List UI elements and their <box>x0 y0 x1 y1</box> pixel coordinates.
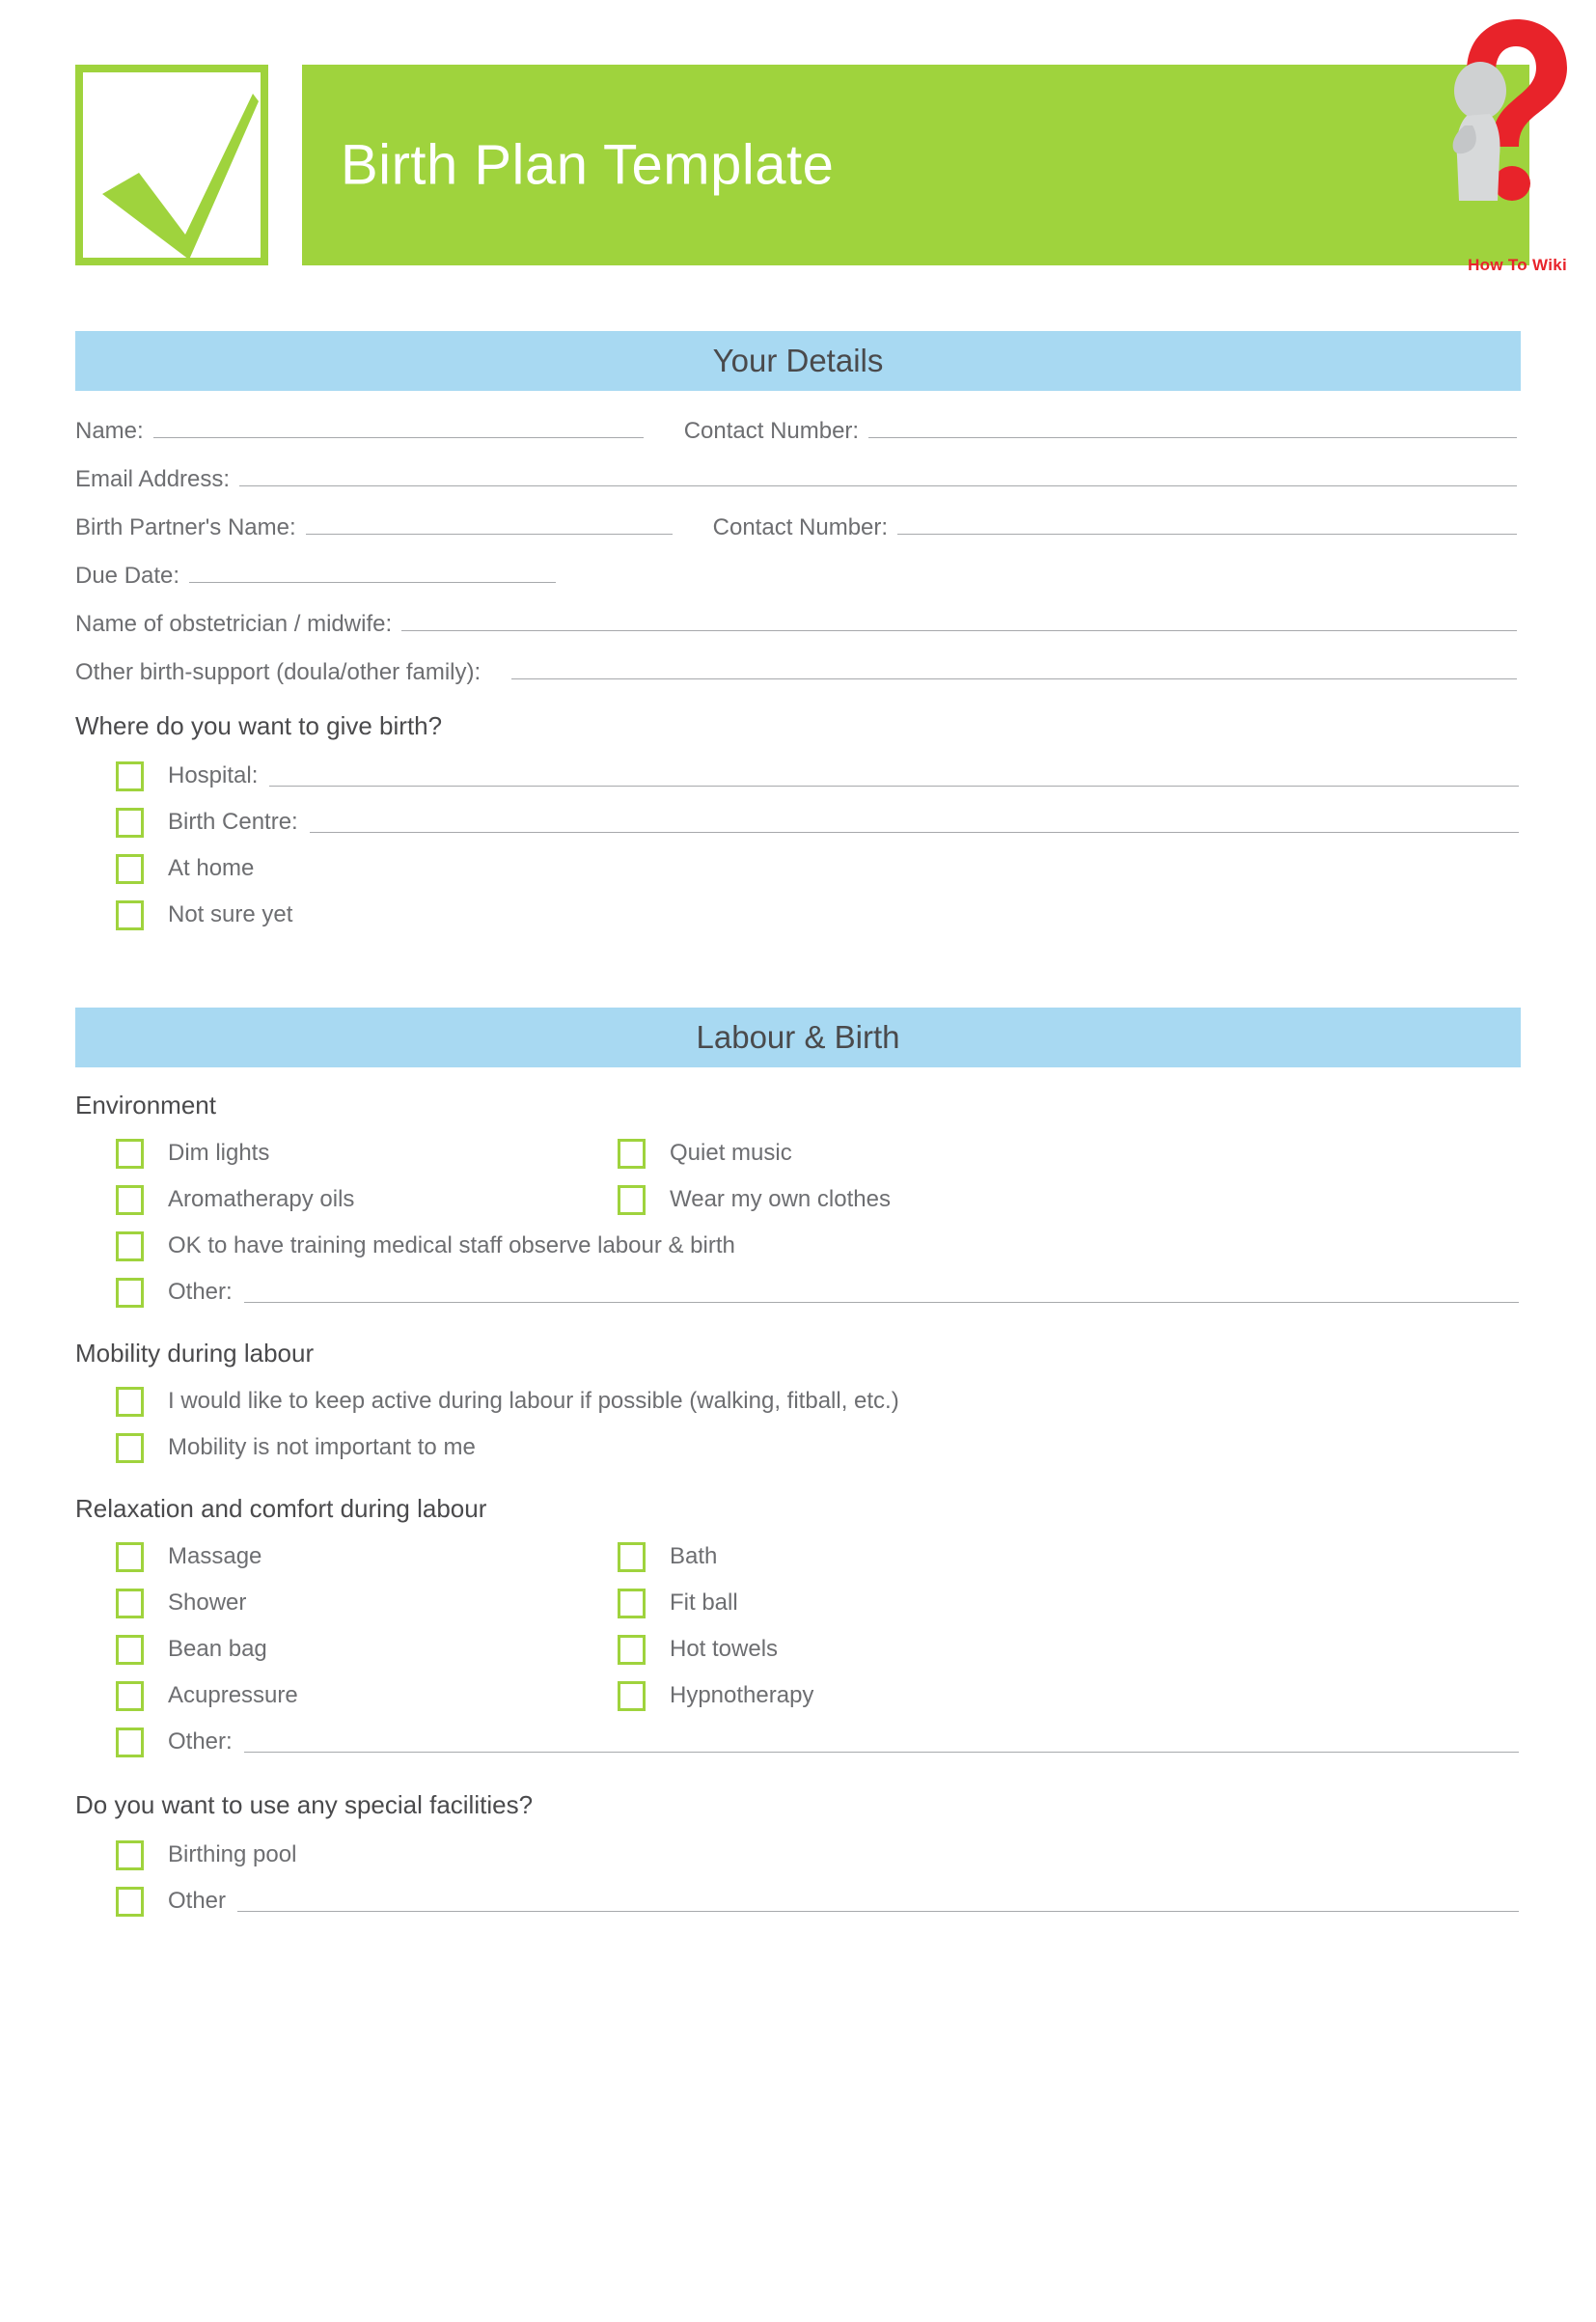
email-address-input[interactable] <box>239 464 1517 486</box>
page-title: Birth Plan Template <box>341 133 835 197</box>
label-wear-own-clothes: Wear my own clothes <box>670 1186 891 1212</box>
label-quiet-music: Quiet music <box>670 1140 792 1166</box>
birth-support-label: Other birth-support (doula/other family): <box>75 659 482 685</box>
label-birthing-pool: Birthing pool <box>168 1841 297 1867</box>
check-row-massage[interactable] <box>116 1534 618 1580</box>
checkbox-acupressure[interactable] <box>116 1681 144 1711</box>
label-at-home: At home <box>168 855 255 881</box>
field-row-email <box>75 464 1521 493</box>
checkbox-wear-own-clothes[interactable] <box>618 1185 646 1215</box>
checkbox-hypnotherapy[interactable] <box>618 1681 646 1711</box>
label-fit-ball: Fit ball <box>670 1589 738 1616</box>
checkbox-fit-ball[interactable] <box>618 1589 646 1618</box>
checkbox-quiet-music[interactable] <box>618 1139 646 1169</box>
email-address-label: Email Address: <box>75 466 231 492</box>
section-header-your-details: Your Details <box>75 331 1521 391</box>
label-aromatherapy-oils: Aromatherapy oils <box>168 1186 355 1212</box>
due-date-label: Due Date: <box>75 563 180 589</box>
checkbox-shower[interactable] <box>116 1589 144 1618</box>
check-row-acupressure[interactable] <box>116 1672 618 1719</box>
check-row-mobility-not-important[interactable] <box>116 1424 1521 1471</box>
checkbox-dim-lights[interactable] <box>116 1139 144 1169</box>
checkbox-birth-centre[interactable] <box>116 808 144 838</box>
checkbox-environment-other[interactable] <box>116 1278 144 1308</box>
checkmark-icon <box>96 80 261 263</box>
birth-partner-name-input[interactable] <box>306 512 673 535</box>
obstetrician-input[interactable] <box>401 609 1517 631</box>
partner-contact-number-input[interactable] <box>897 512 1517 535</box>
check-row-facilities-other[interactable] <box>116 1878 1521 1924</box>
relaxation-row-2 <box>116 1580 1521 1626</box>
relaxation-options <box>116 1534 1521 1765</box>
label-acupressure: Acupressure <box>168 1682 298 1708</box>
check-row-hospital[interactable] <box>116 753 1521 799</box>
label-facilities-other: Other <box>168 1888 227 1914</box>
check-row-not-sure-yet[interactable] <box>116 892 1521 938</box>
check-row-keep-active[interactable] <box>116 1378 1521 1424</box>
environment-row-1 <box>116 1130 1521 1176</box>
check-row-at-home[interactable] <box>116 845 1521 892</box>
label-massage: Massage <box>168 1543 262 1569</box>
birth-support-input[interactable] <box>511 657 1517 679</box>
checkbox-training-staff-observe[interactable] <box>116 1231 144 1261</box>
field-row-due-date <box>75 561 1521 590</box>
check-row-shower[interactable] <box>116 1580 618 1626</box>
label-keep-active: I would like to keep active during labour if possible (walking, fitball, etc.) <box>168 1388 899 1414</box>
label-bath: Bath <box>670 1543 718 1569</box>
facilities-other-input[interactable] <box>237 1892 1519 1912</box>
check-row-hot-towels[interactable] <box>618 1626 1521 1672</box>
field-row-birth-partner <box>75 512 1521 541</box>
check-row-quiet-music[interactable] <box>618 1130 1521 1176</box>
label-not-sure-yet: Not sure yet <box>168 901 293 927</box>
environment-other-input[interactable] <box>244 1283 1519 1303</box>
label-dim-lights: Dim lights <box>168 1140 270 1166</box>
contact-number-input[interactable] <box>868 416 1517 438</box>
check-row-training-staff-observe[interactable] <box>116 1223 1521 1269</box>
birth-centre-input[interactable] <box>310 813 1519 833</box>
your-details-fields <box>75 416 1521 686</box>
field-row-obstetrician <box>75 609 1521 638</box>
title-band <box>302 65 1529 265</box>
label-shower: Shower <box>168 1589 247 1616</box>
checkbox-mobility-not-important[interactable] <box>116 1433 144 1463</box>
mobility-options <box>116 1378 1521 1471</box>
birth-place-options <box>116 753 1521 938</box>
check-row-wear-own-clothes[interactable] <box>618 1176 1521 1223</box>
relaxation-row-4 <box>116 1672 1521 1719</box>
environment-options <box>116 1130 1521 1315</box>
birth-partner-name-label: Birth Partner's Name: <box>75 514 296 540</box>
check-row-fit-ball[interactable] <box>618 1580 1521 1626</box>
field-row-birth-support <box>75 657 1521 686</box>
check-row-bath[interactable] <box>618 1534 1521 1580</box>
obstetrician-label: Name of obstetrician / midwife: <box>75 611 393 637</box>
check-row-birthing-pool[interactable] <box>116 1832 1521 1878</box>
due-date-input[interactable] <box>189 561 556 583</box>
relaxation-row-1 <box>116 1534 1521 1580</box>
label-mobility-not-important: Mobility is not important to me <box>168 1434 476 1460</box>
checkbox-hot-towels[interactable] <box>618 1635 646 1665</box>
checkbox-not-sure-yet[interactable] <box>116 900 144 930</box>
checkbox-bean-bag[interactable] <box>116 1635 144 1665</box>
relaxation-heading: Relaxation and comfort during labour <box>75 1494 487 1523</box>
label-training-staff-observe: OK to have training medical staff observe labour & birth <box>168 1232 735 1258</box>
relaxation-other-input[interactable] <box>244 1732 1519 1753</box>
checkbox-relaxation-other[interactable] <box>116 1728 144 1757</box>
label-environment-other: Other: <box>168 1279 233 1305</box>
label-hypnotherapy: Hypnotherapy <box>670 1682 814 1708</box>
label-bean-bag: Bean bag <box>168 1636 267 1662</box>
brand-name: How To Wiki <box>1468 256 1567 274</box>
partner-contact-number-label: Contact Number: <box>712 514 889 540</box>
label-hospital: Hospital: <box>168 762 259 788</box>
check-row-aromatherapy-oils[interactable] <box>116 1176 618 1223</box>
label-relaxation-other: Other: <box>168 1728 233 1755</box>
checkbox-aromatherapy-oils[interactable] <box>116 1185 144 1215</box>
contact-number-label: Contact Number: <box>683 418 860 444</box>
field-row-name <box>75 416 1521 445</box>
check-row-dim-lights[interactable] <box>116 1130 618 1176</box>
check-row-birth-centre[interactable] <box>116 799 1521 845</box>
checkbox-bath[interactable] <box>618 1542 646 1572</box>
mobility-heading: Mobility during labour <box>75 1339 315 1368</box>
checkbox-birthing-pool[interactable] <box>116 1840 144 1870</box>
checkbox-at-home[interactable] <box>116 854 144 884</box>
logo-checkbox-frame <box>75 65 268 265</box>
checkbox-facilities-other[interactable] <box>116 1887 144 1917</box>
facilities-question: Do you want to use any special facilities? <box>75 1790 534 1819</box>
page-header <box>0 65 1596 273</box>
check-row-environment-other[interactable] <box>116 1269 1521 1315</box>
relaxation-row-3 <box>116 1626 1521 1672</box>
hospital-input[interactable] <box>269 766 1519 787</box>
name-label: Name: <box>75 418 144 444</box>
check-row-hypnotherapy[interactable] <box>618 1672 1521 1719</box>
label-birth-centre: Birth Centre: <box>168 809 298 835</box>
checkbox-keep-active[interactable] <box>116 1387 144 1417</box>
label-hot-towels: Hot towels <box>670 1636 779 1662</box>
check-row-bean-bag[interactable] <box>116 1626 618 1672</box>
checkbox-massage[interactable] <box>116 1542 144 1572</box>
facilities-options <box>116 1832 1521 1924</box>
environment-heading: Environment <box>75 1091 216 1120</box>
name-input[interactable] <box>153 416 644 438</box>
section-header-labour-birth: Labour & Birth <box>75 1008 1521 1067</box>
birth-place-question: Where do you want to give birth? <box>75 711 443 740</box>
environment-row-2 <box>116 1176 1521 1223</box>
checkbox-hospital[interactable] <box>116 761 144 791</box>
check-row-relaxation-other[interactable] <box>116 1719 1521 1765</box>
